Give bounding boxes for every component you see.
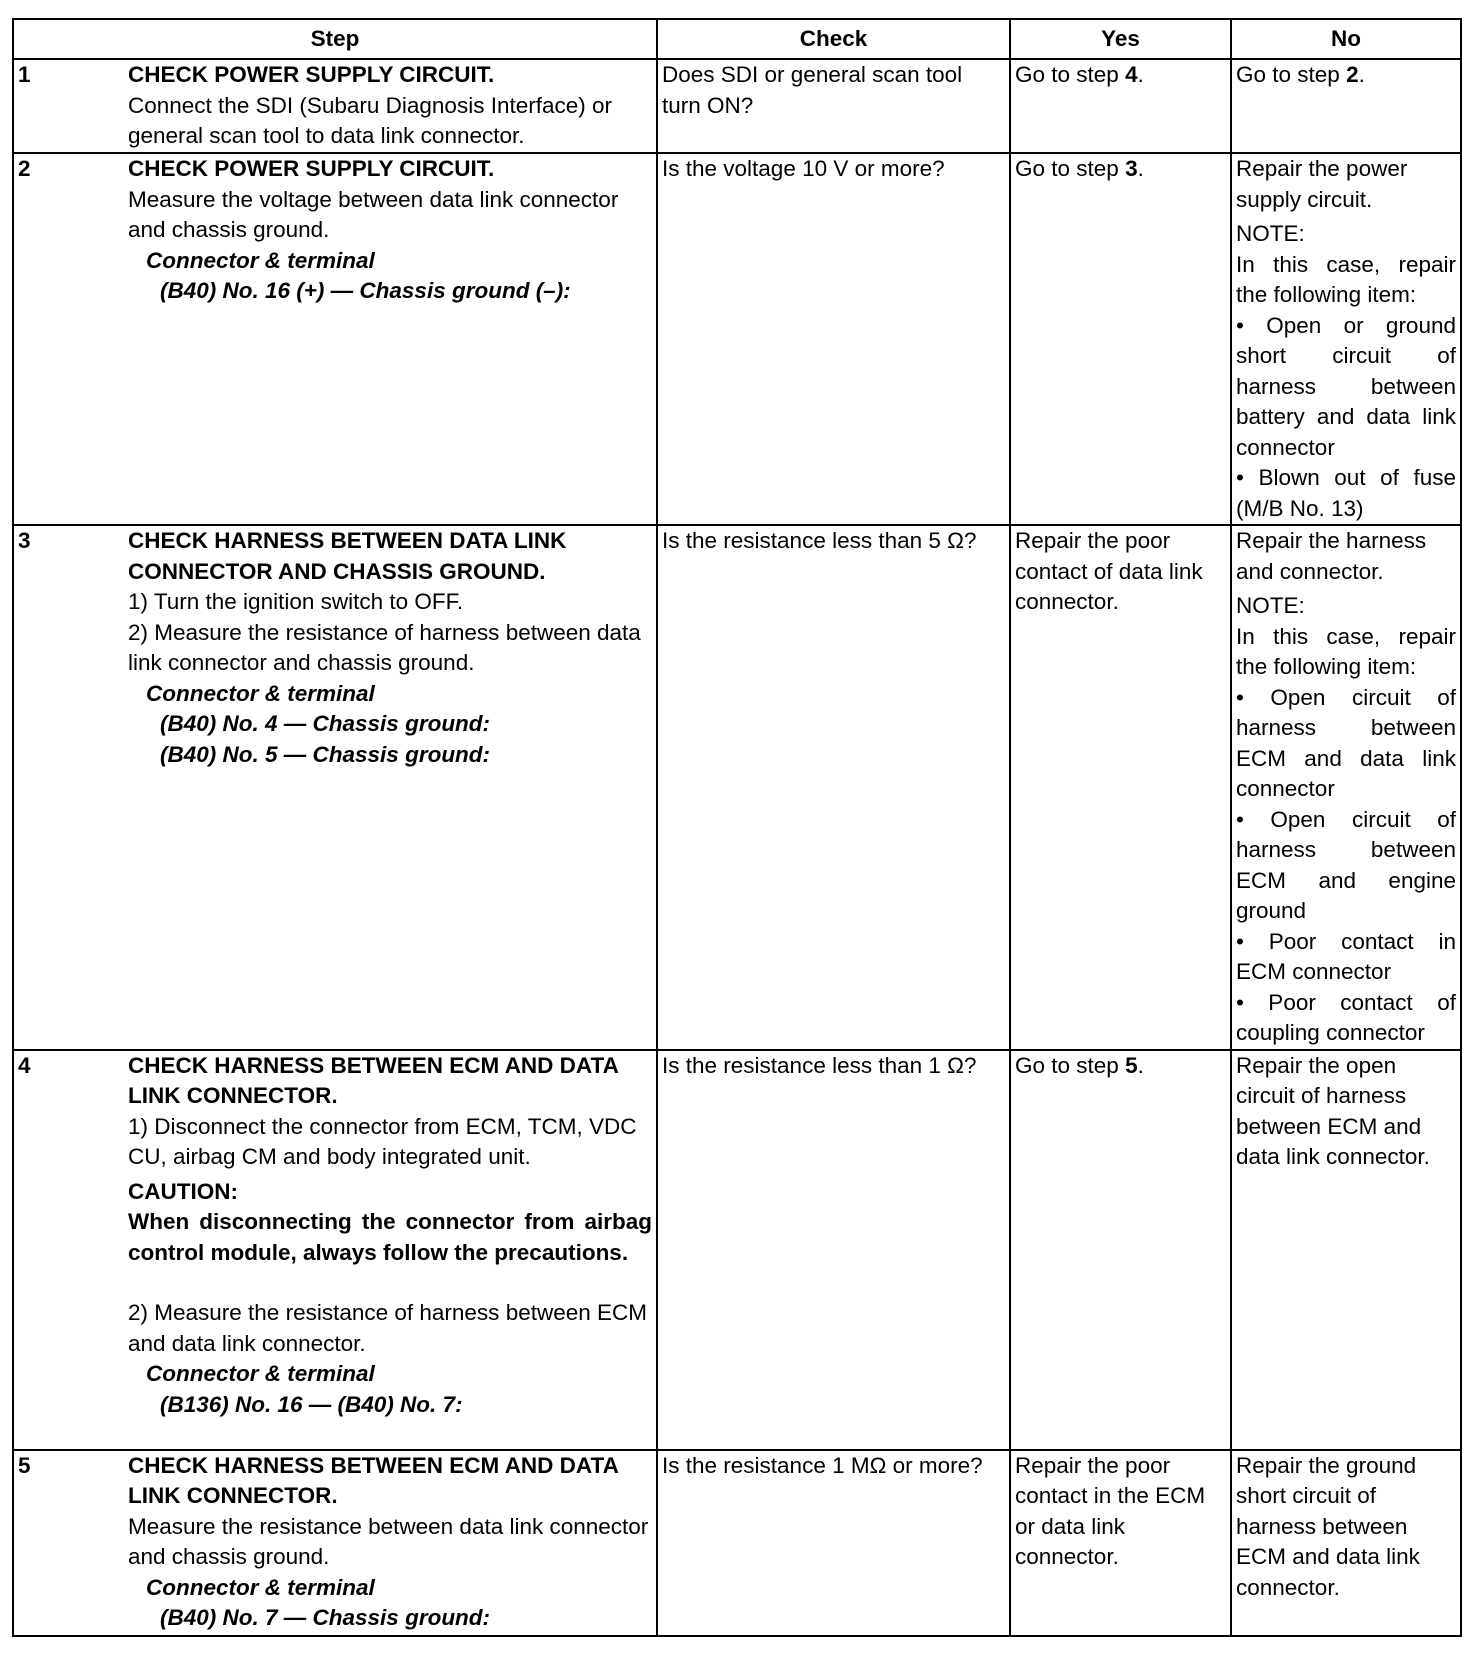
yes-cell [1010,1050,1231,1450]
yes-step-ref: 3 [1125,156,1138,181]
connector-terminal-label: Connector & terminal [146,680,375,706]
header-check: Check [657,19,1010,59]
no-text: Repair the harness and connector. [1236,528,1427,584]
yes-step-ref: 4 [1125,62,1138,87]
table-row [13,153,1461,525]
no-cell [1231,59,1461,153]
diagnostic-table [12,18,1462,1637]
connector-terminal-label: Connector & terminal [146,247,375,273]
yes-cell [1010,153,1231,525]
no-suffix: . [1358,62,1365,87]
note-item: • Poor contact in ECM connector [1236,928,1456,984]
check-cell: Is the resistance less than 1 Ω? [657,1050,1010,1450]
table-row [13,525,1461,1050]
no-cell [1231,153,1461,525]
step-substep: 2) Measure the resistance of harness between data link connector and chassis ground. [128,619,641,675]
check-cell: Is the resistance 1 MΩ or more? [657,1450,1010,1636]
table-row [13,1450,1461,1636]
no-cell: Repair the ground short circuit of harness between ECM and data link connector. [1231,1450,1461,1636]
step-cell [13,1450,657,1636]
step-title: CHECK POWER SUPPLY CIRCUIT. [128,62,495,87]
yes-prefix: Go to step [1015,62,1126,87]
step-text: Measure the resistance between data link connector and chassis ground. [128,1513,649,1569]
note-item: • Open circuit of harness between ECM and data link connector [1236,684,1456,801]
step-number: 3 [18,528,31,553]
note-text: In this case, repair the following item: [1236,623,1456,679]
yes-suffix: . [1137,1052,1144,1078]
caution-text: When disconnecting the connector from airbag control module, always follow the precautions. [128,1209,652,1265]
step-number: 1 [18,62,31,87]
step-title: CHECK POWER SUPPLY CIRCUIT. [128,156,495,181]
table-row [13,59,1461,153]
no-cell [1231,525,1461,1050]
check-cell: Is the resistance less than 5 Ω? [657,525,1010,1050]
yes-suffix: . [1137,156,1144,181]
connector-terminal-label: Connector & terminal [146,1574,375,1600]
yes-cell [1010,59,1231,153]
step-cell [13,1050,657,1450]
yes-cell: Repair the poor contact in the ECM or data link connector. [1010,1450,1231,1636]
no-step-ref: 2 [1346,62,1359,87]
step-substep: 1) Turn the ignition switch to OFF. [128,589,464,614]
connector-terminal-item: (B40) No. 4 — Chassis ground: [160,711,491,736]
check-cell: Is the voltage 10 V or more? [657,153,1010,525]
note-item: • Poor contact of coupling connector [1236,989,1456,1045]
connector-terminal-item: (B136) No. 16 — (B40) No. 7: [160,1391,463,1417]
note-label: NOTE: [1236,593,1305,618]
step-text: Measure the voltage between data link connector and chassis ground. [128,186,619,242]
header-yes: Yes [1010,19,1231,59]
step-title: CHECK HARNESS BETWEEN ECM AND DATA LINK CONNECTOR. [128,1452,619,1508]
no-text: Repair the power supply circuit. [1236,156,1408,212]
connector-terminal-item: (B40) No. 5 — Chassis ground: [160,741,491,767]
step-cell [13,59,657,153]
note-item: • Blown out of fuse (M/B No. 13) [1236,465,1456,521]
spacer [128,1268,652,1298]
step-number: 2 [18,156,31,181]
yes-cell: Repair the poor contact of data link connector. [1010,525,1231,1050]
connector-terminal-item: (B40) No. 7 — Chassis ground: [160,1605,491,1630]
step-title: CHECK HARNESS BETWEEN DATA LINK CONNECTOR AND CHASSIS GROUND. [128,528,567,584]
header-no: No [1231,19,1461,59]
step-number: 5 [18,1452,31,1478]
note-item: • Open circuit of harness between ECM and engine ground [1236,806,1456,923]
header-step: Step [13,19,657,59]
step-text: Connect the SDI (Subaru Diagnosis Interface) or general scan tool to data link connector. [128,92,612,148]
step-cell [13,525,657,1050]
note-text: In this case, repair the following item: [1236,251,1456,307]
connector-terminal-item: (B40) No. 16 (+) — Chassis ground (–): [160,278,571,303]
step-cell [13,153,657,525]
note-label: NOTE: [1236,221,1305,246]
step-substep: 1) Disconnect the connector from ECM, TCM, VDC CU, airbag CM and body integrated unit. [128,1113,637,1169]
step-number: 4 [18,1052,31,1078]
yes-prefix: Go to step [1015,156,1126,181]
no-prefix: Go to step [1236,62,1347,87]
yes-step-ref: 5 [1125,1052,1138,1078]
check-cell: Does SDI or general scan tool turn ON? [657,59,1010,153]
note-item: • Open or ground short circuit of harness between battery and data link connector [1236,312,1456,460]
yes-suffix: . [1137,62,1144,87]
no-cell: Repair the open circuit of harness between ECM and data link connector. [1231,1050,1461,1450]
connector-terminal-label: Connector & terminal [146,1361,375,1386]
table-header-row [13,19,1461,59]
step-title: CHECK HARNESS BETWEEN ECM AND DATA LINK CONNECTOR. [128,1052,619,1108]
step-substep: 2) Measure the resistance of harness between ECM and data link connector. [128,1300,648,1356]
table-row [13,1050,1461,1450]
yes-prefix: Go to step [1015,1052,1126,1078]
caution-label: CAUTION: [128,1178,238,1204]
